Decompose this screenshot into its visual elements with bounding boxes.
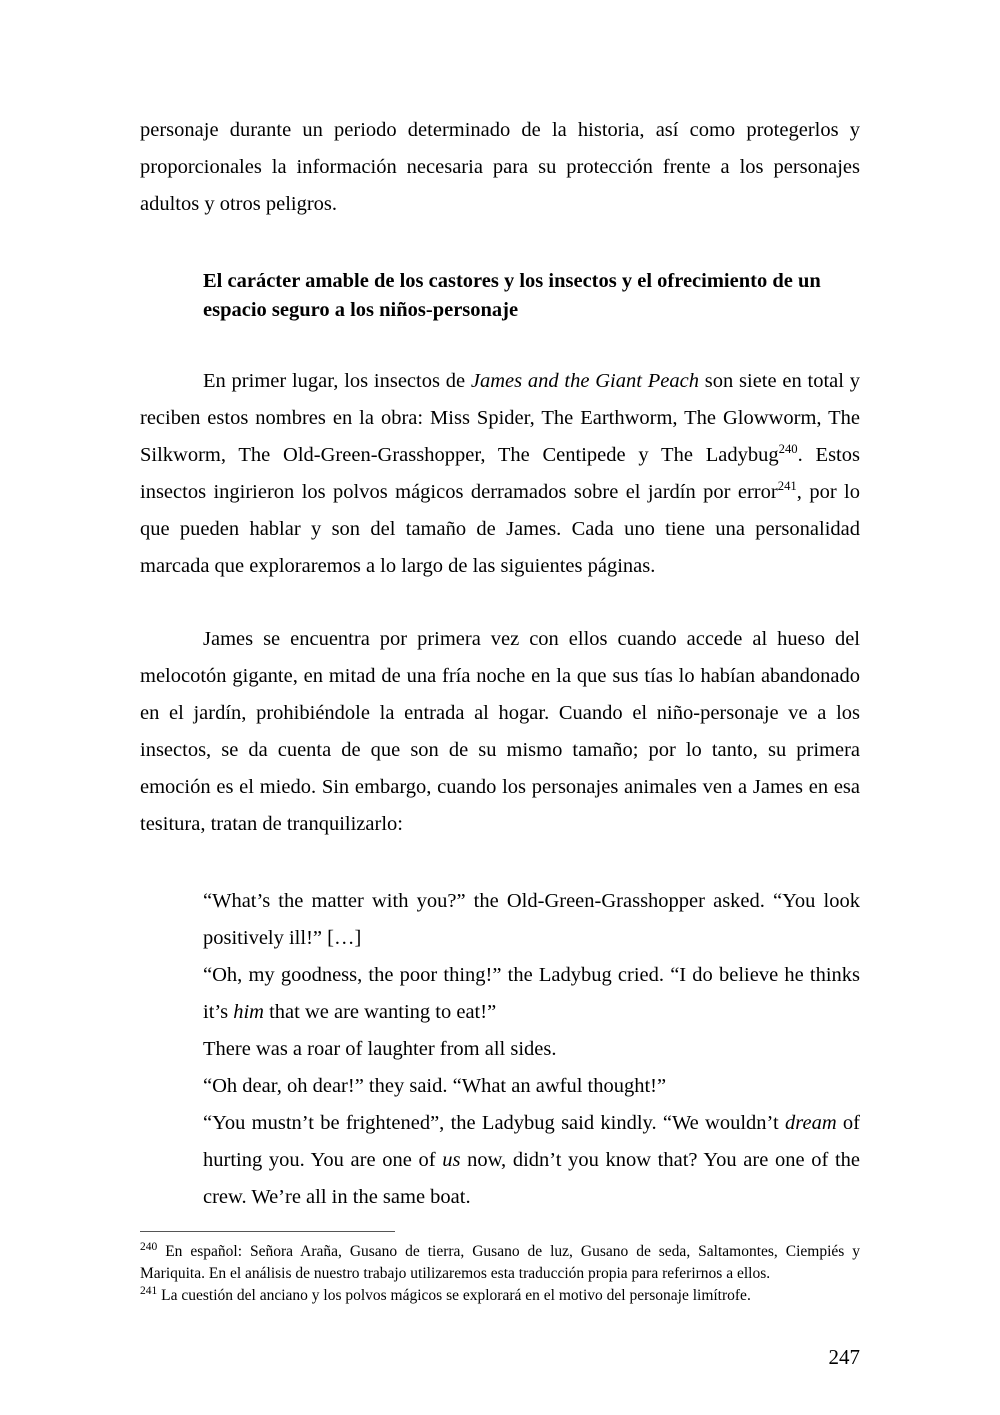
- text-fragment: “Oh, my goodness, the poor thing!” the Ladybug cried. “I do believe he thinks it’s: [203, 964, 860, 1023]
- emphasis-us: us: [442, 1149, 461, 1171]
- quote-line-2: [203, 957, 860, 1031]
- text-fragment: that we are wanting to eat!”: [263, 1001, 497, 1023]
- footnote-number-241: 241: [140, 1284, 158, 1297]
- footnote-241: [140, 1285, 860, 1307]
- footnote-ref-241: 241: [777, 479, 797, 494]
- text-fragment: of hurting you. You are one of: [203, 1112, 860, 1171]
- footnote-240: [140, 1241, 860, 1285]
- footnote-text-241: La cuestión del anciano y los polvos mágicos se explorará en el motivo del personaje limítrofe.: [157, 1287, 751, 1304]
- text-fragment: , por lo que pueden hablar y son del tamaño de James. Cada uno tiene una personalidad marcada que exploraremos a lo largo de las siguientes páginas.: [140, 481, 861, 577]
- text-fragment: . Estos insectos ingirieron los polvos mágicos derramados sobre el jardín por error: [140, 444, 860, 503]
- paragraph-insects-intro: [140, 363, 860, 585]
- paragraph-james-encounter: James se encuentra por primera vez con ellos cuando accede al hueso del melocotón gigante, en mitad de una fría noche en la que sus tías lo habían abandonado en el jardín, prohibiéndole la entrada al hogar. Cuando el niño-personaje ve a los insectos, se da cuenta de que son de su mismo tamaño; por lo tanto, su primera emoción es el miedo. Sin embargo, cuando los personajes animales ven a James en esa tesitura, tratan de tranquilizarlo:: [140, 628, 860, 835]
- footnote-number-240: 240: [140, 1240, 158, 1253]
- quote-line-5: [203, 1105, 860, 1216]
- block-quote: [140, 883, 860, 1216]
- footnote-separator: [140, 1231, 395, 1232]
- section-heading: El carácter amable de los castores y los insectos y el ofrecimiento de un espacio seguro a los niños-personaje: [203, 270, 821, 321]
- paragraph-continuation: personaje durante un periodo determinado de la historia, así como protegerlos y proporcionales la información necesaria para su protección frente a los personajes adultos y otros peligros.: [140, 119, 860, 215]
- book-title-italic: James and the Giant Peach: [470, 370, 699, 392]
- text-fragment: now, didn’t you know that? You are one of the crew. We’re all in the same boat.: [203, 1149, 860, 1208]
- emphasis-dream: dream: [785, 1112, 837, 1134]
- emphasis-him: him: [233, 1001, 264, 1023]
- text-fragment: “You mustn’t be frightened”, the Ladybug said kindly. “We wouldn’t: [203, 1112, 785, 1134]
- text-fragment: En primer lugar, los insectos de: [203, 370, 471, 392]
- quote-line-4: “Oh dear, oh dear!” they said. “What an awful thought!”: [203, 1075, 667, 1097]
- footnote-ref-240: 240: [778, 442, 798, 457]
- footnote-area: [140, 1231, 860, 1307]
- quote-line-1: “What’s the matter with you?” the Old-Green-Grasshopper asked. “You look positively ill!” […]: [203, 890, 860, 949]
- quote-line-3: There was a roar of laughter from all sides.: [203, 1038, 557, 1060]
- footnote-text-240: En español: Señora Araña, Gusano de tierra, Gusano de luz, Gusano de seda, Saltamontes, Ciempiés y Mariquita. En el análisis de nuestro trabajo utilizaremos esta traducción propia para referirnos a ellos.: [140, 1243, 860, 1282]
- page-number: 247: [828, 1345, 860, 1369]
- text-fragment: son siete en total y reciben estos nombres en la obra: Miss Spider, The Earthworm, The Glowworm, The Silkworm, The Old-Green-Grasshopper, The Centipede y The Ladybug: [140, 370, 860, 466]
